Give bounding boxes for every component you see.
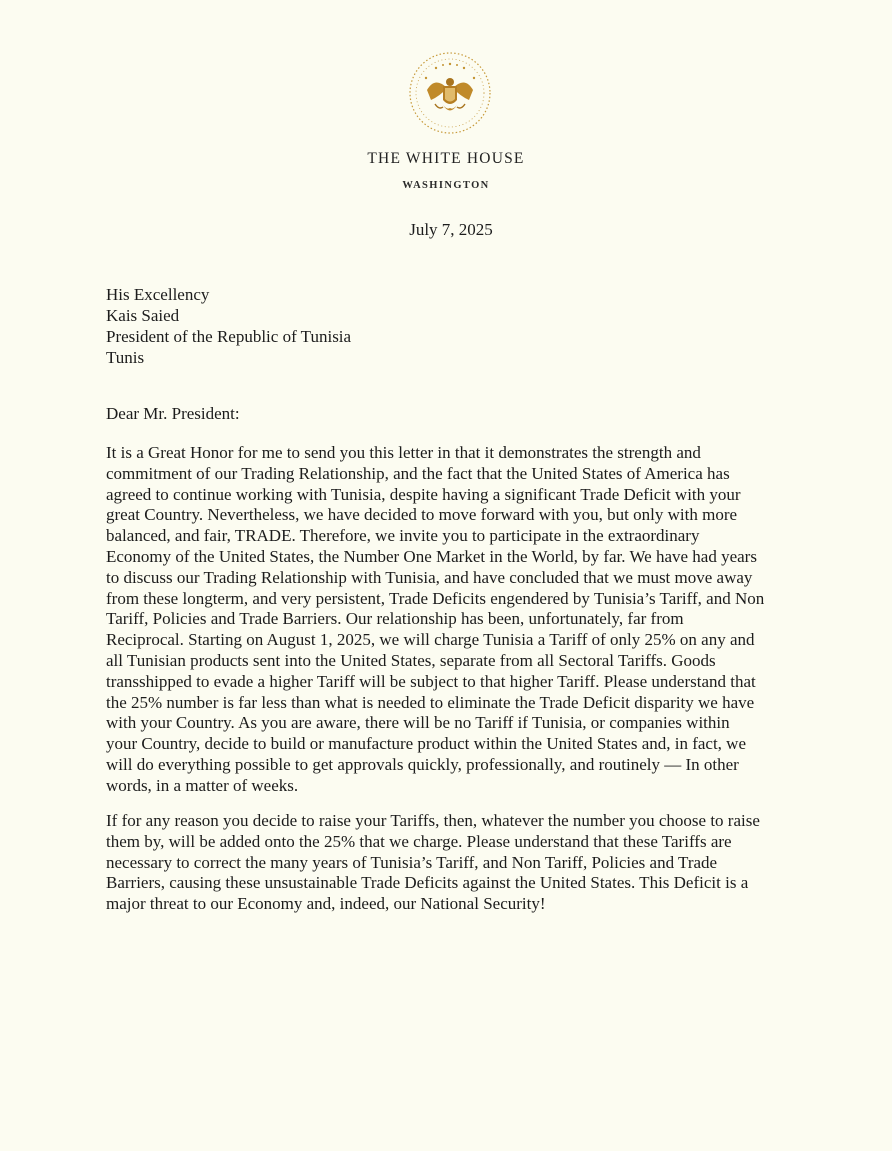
text-line: your Country, decide to build or manufacture product within the United States and, in fact, we xyxy=(106,734,747,754)
recipient-address xyxy=(106,284,351,368)
text-line: Economy of the United States, the Number One Market in the World, by far. We have had years xyxy=(106,546,757,566)
letterhead-title: THE WHITE HOUSE xyxy=(367,150,525,167)
presidential-seal-icon xyxy=(407,50,493,136)
text-line: all Tunisian products sent into the United States, separate from all Sectoral Tariffs. Goods xyxy=(106,650,716,670)
text-line: the 25% number is far less than what is needed to eliminate the Trade Deficit disparity we have xyxy=(106,692,755,712)
text-line: balanced, and fair, TRADE. Therefore, we invite you to participate in the extraordinary xyxy=(106,526,700,546)
text-line: commitment of our Trading Relationship, and the fact that the United States of America has xyxy=(106,463,730,483)
text-line: necessary to correct the many years of Tunisia’s Tariff, and Non Tariff, Policies and Trade xyxy=(106,852,718,872)
text-line: If for any reason you decide to raise your Tariffs, then, whatever the number you choose to raise xyxy=(106,811,760,830)
recipient-name: Kais Saied xyxy=(106,306,180,325)
text-line: great Country. Nevertheless, we have decided to move forward with you, but only with more xyxy=(106,505,738,525)
text-line: Reciprocal. Starting on August 1, 2025, we will charge Tunisia a Tariff of only 25% on any and xyxy=(106,630,755,650)
text-line: Barriers, causing these unsustainable Trade Deficits against the United States. This Deficit is a xyxy=(106,873,749,893)
text-line: agreed to continue working with Tunisia, despite having a significant Trade Deficit with your xyxy=(106,484,741,504)
body-paragraph-2 xyxy=(106,811,796,915)
text-line: major threat to our Economy and, indeed, our National Security! xyxy=(106,894,546,914)
letter-date: July 7, 2025 xyxy=(409,220,493,239)
text-line: them by, will be added onto the 25% that we charge. Please understand that these Tariffs are xyxy=(106,831,732,851)
salutation: Dear Mr. President: xyxy=(106,404,240,423)
recipient-city: Tunis xyxy=(106,348,145,367)
text-line: Tariff, Policies and Trade Barriers. Our relationship has been, unfortunately, far from xyxy=(106,609,684,629)
text-line: will do everything possible to get approvals quickly, professionally, and routinely — In other xyxy=(106,754,739,774)
recipient-line: His Excellency xyxy=(106,285,210,304)
recipient-title: President of the Republic of Tunisia xyxy=(106,327,352,346)
text-line: with your Country. As you are aware, there will be no Tariff if Tunisia, or companies within xyxy=(106,713,730,733)
text-line: words, in a matter of weeks. xyxy=(106,775,299,795)
body-paragraph-1 xyxy=(106,443,796,797)
text-line: It is a Great Honor for me to send you this letter in that it demonstrates the strength and xyxy=(106,443,701,462)
text-line: transshipped to evade a higher Tariff will be subject to that higher Tariff. Please understand that xyxy=(106,671,756,691)
text-line: to discuss our Trading Relationship with Tunisia, and have concluded that we must move away xyxy=(106,567,753,587)
letterhead-city: WASHINGTON xyxy=(402,180,490,191)
text-line: from these longterm, and very persistent, Trade Deficits engendered by Tunisia’s Tariff, and Non xyxy=(106,588,765,608)
